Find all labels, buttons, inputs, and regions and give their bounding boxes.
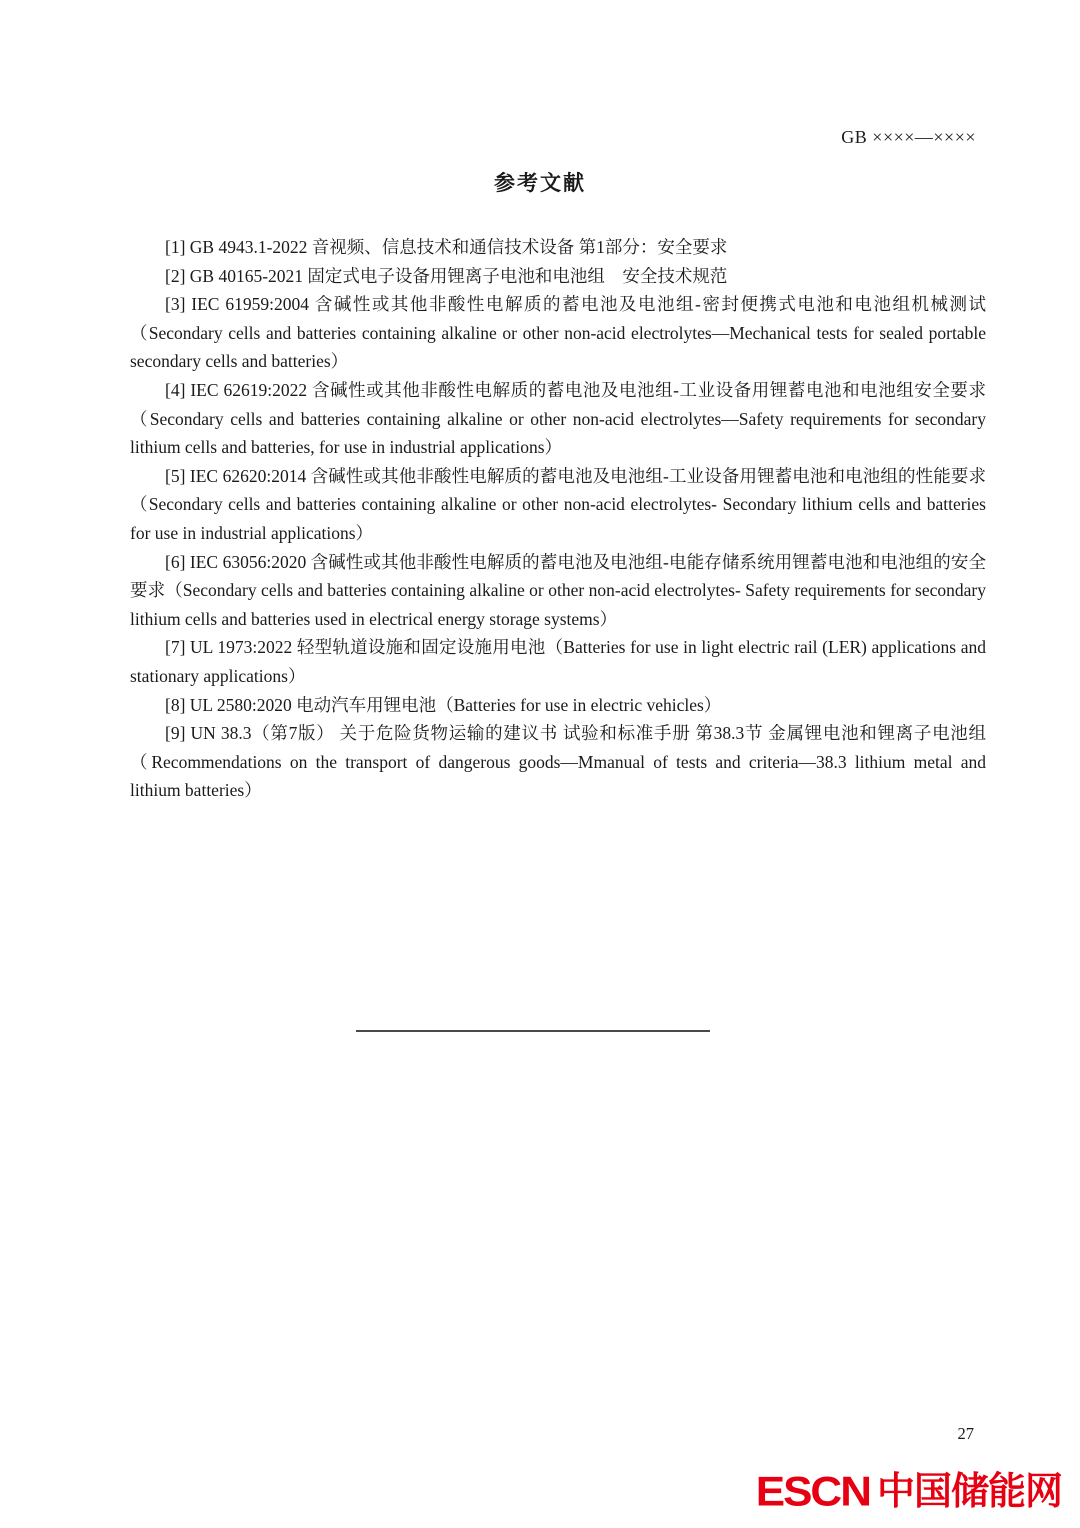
reference-item: [9] UN 38.3（第7版） 关于危险货物运输的建议书 试验和标准手册 第38.3节 金属锂电池和锂离子电池组（Recommendations on the transport of dangerous goods—Mmanual of tests and criteria—38.3 lithium metal and lithium batteries） [130,723,986,801]
reference-item: [3] IEC 61959:2004 含碱性或其他非酸性电解质的蓄电池及电池组-密封便携式电池和电池组机械测试（Secondary cells and batteries containing alkaline or other non-acid electrolytes—Mechanical tests for sealed portable secondary cells and batteries） [130,294,986,372]
escn-logo-text-en: ESCN [755,1468,870,1515]
reference-item: [7] UL 1973:2022 轻型轨道设施和固定设施用电池（Batteries for use in light electric rail (LER) applications and stationary applications） [130,637,986,686]
reference-item: [1] GB 4943.1-2022 音视频、信息技术和通信技术设备 第1部分：安全要求 [165,237,728,257]
reference-item: [2] GB 40165-2021 固定式电子设备用锂离子电池和电池组 安全技术规范 [165,265,728,286]
end-of-document-divider [356,1030,710,1032]
references-list [130,233,986,805]
reference-item: [5] IEC 62620:2014 含碱性或其他非酸性电解质的蓄电池及电池组-工业设备用锂蓄电池和电池组的性能要求（Secondary cells and batteries containing alkaline or other non-acid electrolytes- Secondary lithium cells and batteries for use in industrial applications） [130,465,986,543]
document-code-header: GB ××××—×××× [841,127,976,147]
escn-logo [756,1470,1062,1514]
escn-logo-text-cn: 中国储能网 [876,1471,1062,1513]
reference-item: [6] IEC 63056:2020 含碱性或其他非酸性电解质的蓄电池及电池组-电能存储系统用锂蓄电池和电池组的安全要求（Secondary cells and batteries containing alkaline or other non-acid electrolytes- Safety requirements for secondary lithium cells and batteries used in electrical energy storage systems） [130,551,986,629]
page-title: 参考文献 [494,172,586,196]
page-number: 27 [957,1424,974,1443]
reference-item: [4] IEC 62619:2022 含碱性或其他非酸性电解质的蓄电池及电池组-工业设备用锂蓄电池和电池组安全要求（Secondary cells and batteries containing alkaline or other non-acid electrolytes—Safety requirements for secondary lithium cells and batteries, for use in industrial applications） [130,379,986,458]
reference-item: [8] UL 2580:2020 电动汽车用锂电池（Batteries for use in electric vehicles） [165,694,722,715]
